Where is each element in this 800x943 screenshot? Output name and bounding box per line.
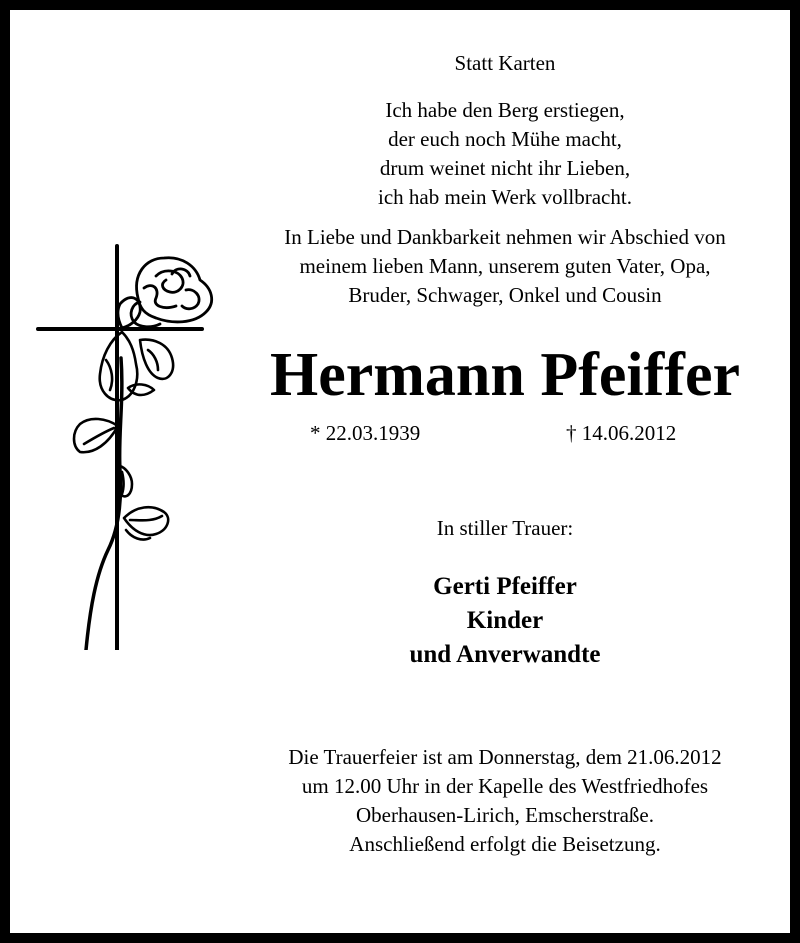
service-line: um 12.00 Uhr in der Kapelle des Westfriedhofes (301, 774, 709, 798)
intro-line: Bruder, Schwager, Onkel und Cousin (348, 283, 662, 307)
intro-line: In Liebe und Dankbarkeit nehmen wir Abschied von (284, 225, 726, 249)
family-line: Gerti Pfeiffer (433, 573, 577, 600)
intro-paragraph (240, 223, 770, 310)
cross-with-rose-icon (36, 240, 226, 650)
mourning-label (240, 515, 770, 541)
family-signatures (240, 570, 770, 672)
service-details (240, 743, 770, 859)
service-line: Anschließend erfolgt die Beisetzung. (349, 832, 661, 856)
birth-date: * 22.03.1939 (310, 421, 421, 445)
poem-line: ich hab mein Werk vollbracht. (378, 185, 632, 209)
poem-line: drum weinet nicht ihr Lieben, (379, 156, 631, 180)
service-line: Oberhausen-Lirich, Emscherstraße. (356, 803, 654, 827)
service-line: Die Trauerfeier ist am Donnerstag, dem 21.06.2012 (288, 745, 722, 769)
poem-line: der euch noch Mühe macht, (388, 127, 622, 151)
header-line: Statt Karten (454, 51, 556, 75)
intro-line: meinem lieben Mann, unserem guten Vater, Opa, (299, 254, 711, 278)
poem-line: Ich habe den Berg erstiegen, (385, 98, 625, 122)
poem (240, 96, 770, 212)
mourning-line: In stiller Trauer: (436, 516, 574, 540)
deceased-name: Hermann Pfeiffer (270, 341, 740, 409)
family-line: und Anverwandte (409, 641, 601, 668)
header-text (240, 50, 770, 76)
family-line: Kinder (466, 607, 544, 634)
death-date: † 14.06.2012 (566, 421, 677, 445)
